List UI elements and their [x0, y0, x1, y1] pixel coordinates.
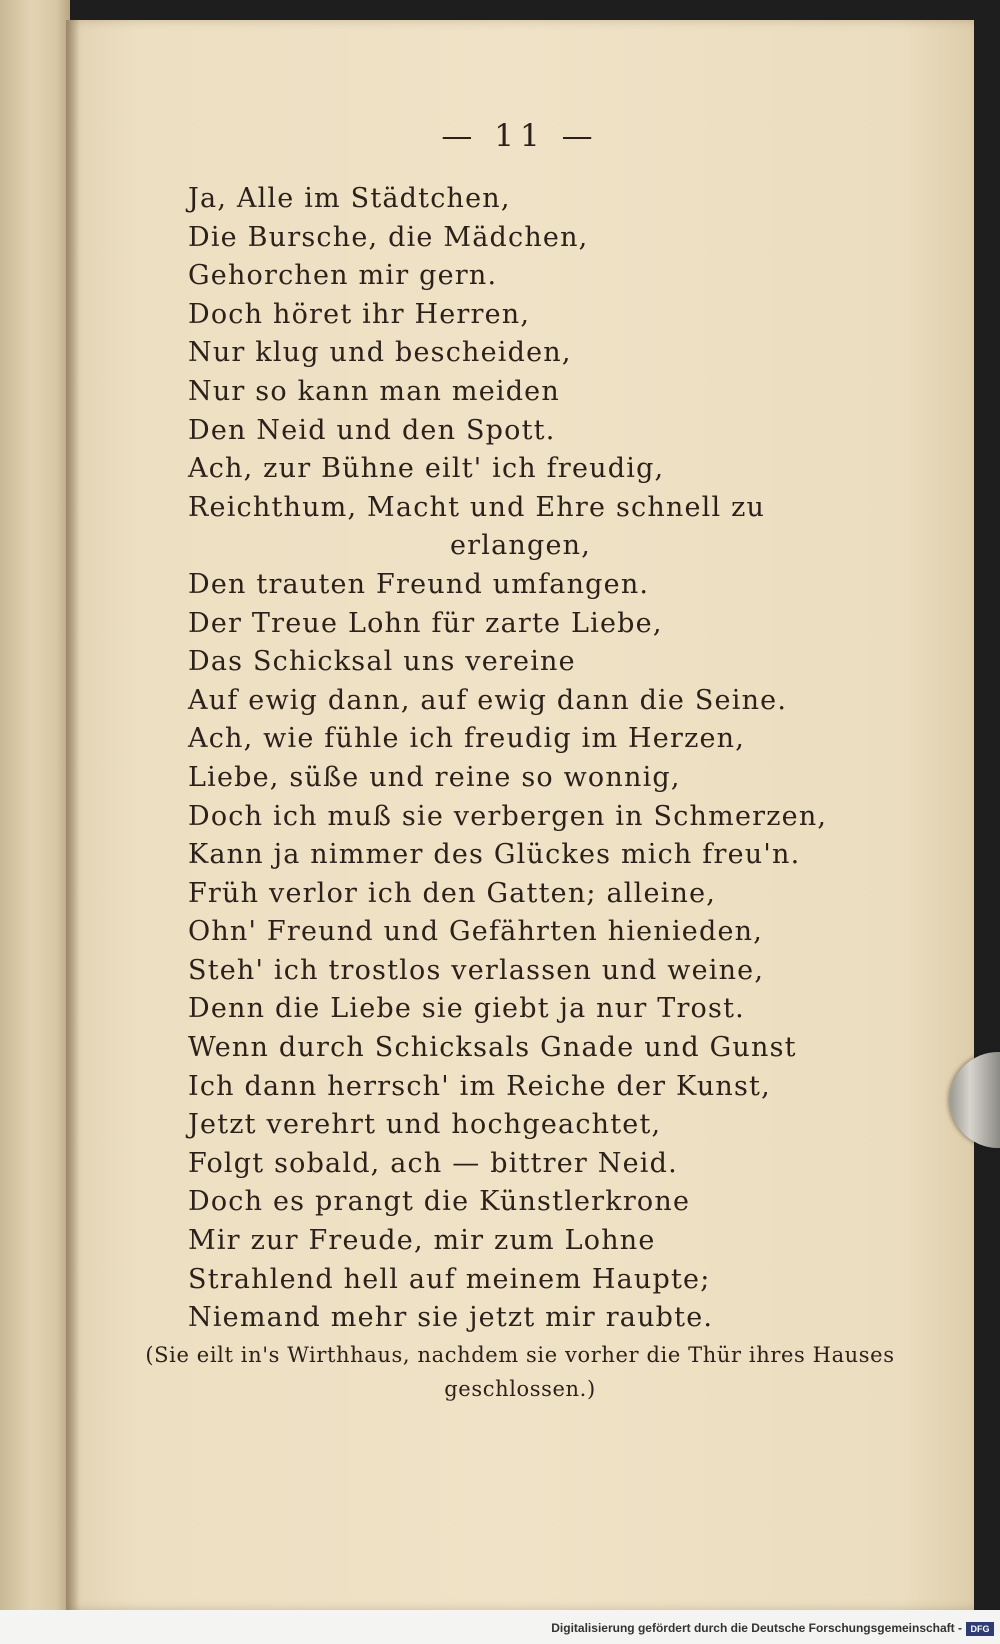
funding-credit: Digitalisierung gefördert durch die Deutsche Forschungsgemeinschaft - [551, 1621, 962, 1635]
verse-line: Strahlend hell auf meinem Haupte; [188, 1263, 711, 1295]
stage-direction-line: geschlossen.) [444, 1377, 596, 1401]
verse-line: Früh verlor ich den Gatten; alleine, [188, 877, 717, 909]
page-number: — 11 — [441, 118, 599, 154]
verse-line: Folgt sobald, ach — bittrer Neid. [188, 1147, 678, 1179]
previous-page-edge [0, 0, 70, 1644]
verse-line: Das Schicksal uns vereine [188, 646, 576, 678]
verse-line: Der Treue Lohn für zarte Liebe, [188, 607, 663, 639]
verse-line: Ach, zur Bühne eilt' ich freudig, [188, 453, 665, 485]
verse-line: Niemand mehr sie jetzt mir raubte. [188, 1302, 714, 1334]
verse-line: Ich dann herrsch' im Reiche der Kunst, [188, 1070, 771, 1102]
verse-line: Jetzt verehrt und hochgeachtet, [188, 1109, 662, 1141]
verse-line: Wenn durch Schicksals Gnade und Gunst [188, 1032, 797, 1064]
verse-line: Doch höret ihr Herren, [188, 298, 531, 330]
verse-line: Ohn' Freund und Gefährten hienieden, [188, 916, 763, 948]
verse-line: Gehorchen mir gern. [188, 260, 498, 292]
verse-line: Ja, Alle im Städtchen, [188, 183, 511, 214]
stage-direction-line: (Sie eilt in's Wirthhaus, nachdem sie vorher die Thür ihres Hauses [145, 1343, 895, 1367]
verse-line: Mir zur Freude, mir zum Lohne [188, 1225, 656, 1257]
verse-line: Nur klug und bescheiden, [188, 337, 572, 369]
verse-line: Kann ja nimmer des Glückes mich freu'n. [188, 839, 801, 871]
verse-line: Reichthum, Macht und Ehre schnell zu [188, 491, 766, 523]
digitization-footer [0, 1610, 1000, 1644]
verse-line: Steh' ich trostlos verlassen und weine, [188, 954, 765, 986]
verse-line: Auf ewig dann, auf ewig dann die Seine. [188, 684, 788, 716]
dfg-logo: DFG [966, 1622, 994, 1636]
page-content [66, 20, 974, 1610]
verse-line: Ach, wie fühle ich freudig im Herzen, [188, 723, 746, 755]
verse-line: Die Bursche, die Mädchen, [188, 221, 589, 253]
verse-line: Nur so kann man meiden [188, 375, 560, 407]
verse-line: Den Neid und den Spott. [188, 414, 556, 446]
verse-line: Doch es prangt die Künstlerkrone [188, 1186, 691, 1218]
verse-line: Denn die Liebe sie giebt ja nur Trost. [188, 993, 745, 1025]
verse-line: Doch ich muß sie verbergen in Schmerzen, [188, 800, 828, 832]
stage-direction [86, 1338, 954, 1406]
verse-line-continuation: erlangen, [450, 530, 592, 562]
verse-block [188, 180, 868, 1338]
verse-line: Den trauten Freund umfangen. [188, 568, 650, 600]
verse-line: Liebe, süße und reine so wonnig, [188, 761, 681, 793]
